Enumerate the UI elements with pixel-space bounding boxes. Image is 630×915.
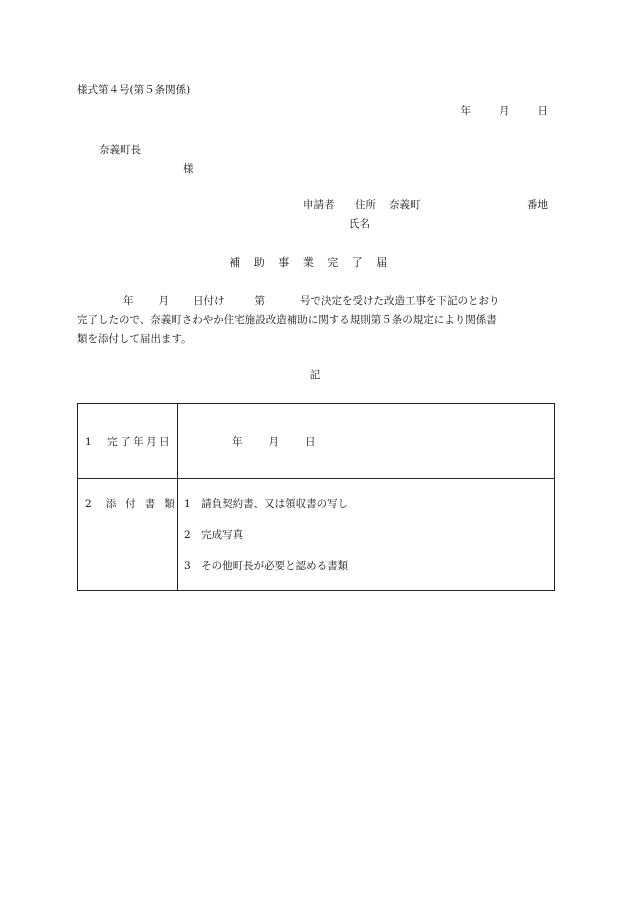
attachment-item: 3 その他町長が必要と認める書類 bbox=[184, 560, 349, 572]
submission-date bbox=[0, 106, 548, 117]
addressee-town-head: 奈義町長 bbox=[99, 144, 141, 156]
table-column-divider bbox=[177, 404, 178, 590]
addressee-honorific: 様 bbox=[183, 163, 194, 175]
attachment-item: 1 請負契約書、又は領収書の写し bbox=[184, 498, 349, 510]
address-town: 奈義町 bbox=[389, 199, 421, 211]
body-line-2: 完了したので、奈義町さわやか住宅施設改造補助に関する規則第５条の規定により関係書 bbox=[77, 314, 497, 326]
ki-heading: 記 bbox=[309, 369, 321, 381]
date-year-label: 年 bbox=[460, 105, 471, 117]
address-banchi: 番地 bbox=[527, 199, 548, 211]
completion-date-label: 1 完了年月日 bbox=[85, 436, 173, 448]
date-day-label: 日 bbox=[537, 105, 548, 117]
details-table bbox=[77, 403, 555, 591]
attachment-item: 2 完成写真 bbox=[184, 529, 244, 541]
applicant-name-label: 氏名 bbox=[349, 218, 370, 230]
body-line-1: 年 月 日付け 第 号で決定を受けた改造工事を下記のとおり bbox=[123, 295, 500, 307]
document-title: 補助事業完了届 bbox=[229, 256, 401, 269]
applicant-label: 申請者 bbox=[303, 199, 335, 211]
address-label: 住所 bbox=[355, 199, 376, 211]
body-paragraph bbox=[77, 292, 551, 349]
form-number: 様式第４号(第５条関係) bbox=[77, 84, 191, 96]
completion-date-value: 年 月 日 bbox=[232, 436, 316, 448]
attachments-label: 2 添 付 書 類 bbox=[85, 498, 175, 510]
body-line-3: 類を添付して届出ます。 bbox=[77, 333, 192, 345]
date-month-label: 月 bbox=[499, 105, 510, 117]
table-row-divider bbox=[78, 478, 554, 479]
